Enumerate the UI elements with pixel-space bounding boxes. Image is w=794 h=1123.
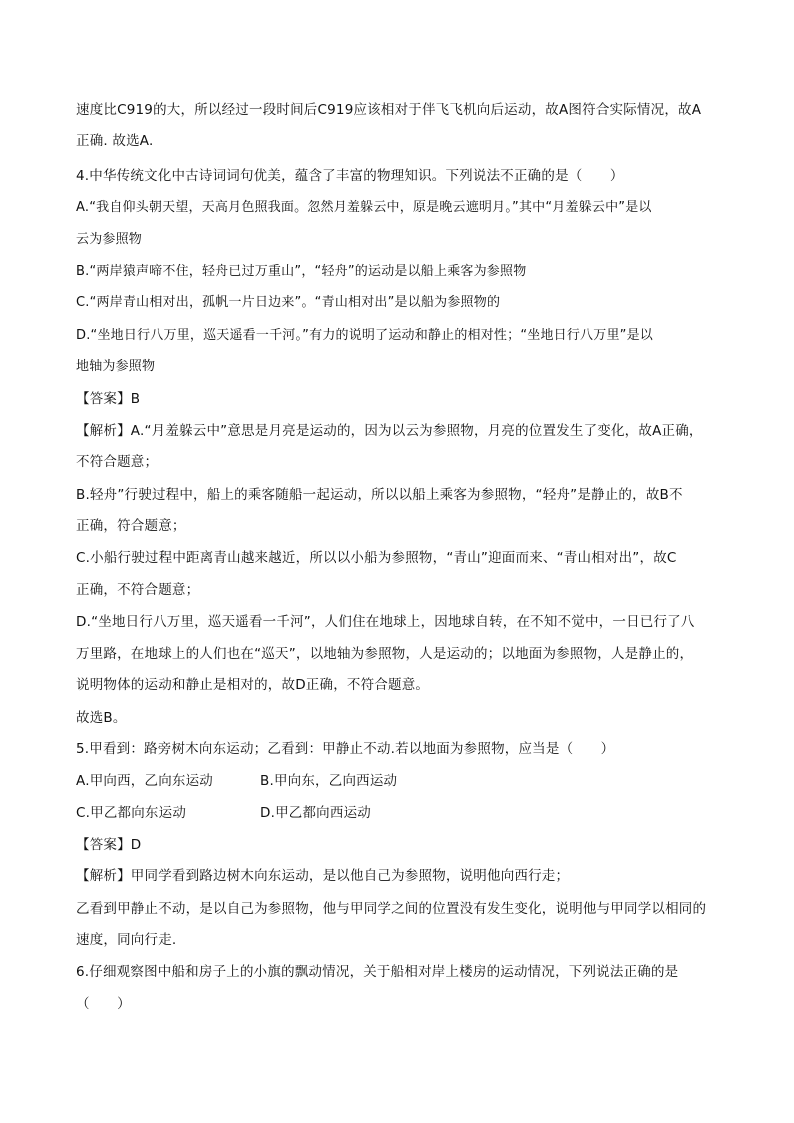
question-4-option-a: A.“我自仰头朝天望，天高月色照我面。忽然月羞躲云中，原是晚云遮明月。”其中“月羞躲云中”是以	[76, 200, 652, 215]
text-line: B.轻舟”行驶过程中，船上的乘客随船一起运动，所以以船上乘客为参照物，“轻舟”是静止的，故B不	[76, 487, 683, 503]
question-4-option-b: B.“两岸猿声啼不住，轻舟已过万重山”，“轻舟”的运动是以船上乘客为参照物	[76, 264, 527, 279]
question-5-option-c: C.甲乙都向东运动	[76, 805, 187, 821]
text-line: 速度，同向行走.	[76, 932, 177, 948]
text-line: C.小船行驶过程中距离青山越来越近，所以以小船为参照物，“青山”迎面而来、“青山相对出”，故C	[76, 550, 677, 566]
text-line: 乙看到甲静止不动，是以自己为参照物，他与甲同学之间的位置没有发生变化，说明他与甲同学以相同的	[76, 901, 707, 917]
text-line: 正确，不符合题意；	[76, 582, 200, 598]
analysis-line: 【解析】甲同学看到路边树木向东运动，是以他自己为参照物，说明他向西行走；	[76, 868, 570, 884]
text-line: 说明物体的运动和静止是相对的，故D正确，不符合题意。	[76, 677, 430, 693]
question-5-option-a: A.甲向西，乙向东运动	[76, 773, 213, 789]
question-4-option-d: D.“坐地日行八万里，巡天遥看一千河。”有力的说明了运动和静止的相对性；“坐地日行八万里”是以	[76, 328, 653, 343]
question-4-option-c: C.“两岸青山相对出，孤帆一片日边来”。“青山相对出”是以船为参照物的	[76, 295, 501, 310]
question-6-stem: 6.仔细观察图中船和房子上的小旗的飘动情况，关于船相对岸上楼房的运动情况，下列说法正确的是	[76, 964, 679, 980]
question-5-option-b: B.甲向东，乙向西运动	[260, 773, 398, 789]
text-line: D.“坐地日行八万里，巡天遥看一千河”，人们住在地球上，因地球自转，在不知不觉中，一日已行了八	[76, 614, 695, 630]
question-6-blank: （ ）	[76, 996, 131, 1012]
question-5-stem: 5.甲看到：路旁树木向东运动；乙看到：甲静止不动.若以地面为参照物，应当是（ ）	[76, 741, 615, 757]
text-line: 万里路，在地球上的人们也在“巡天”，以地轴为参照物，人是运动的；以地面为参照物，人是静止的，	[76, 646, 694, 662]
text-line: 地轴为参照物	[76, 359, 156, 374]
text-line: 云为参照物	[76, 232, 143, 247]
question-5-option-d: D.甲乙都向西运动	[260, 805, 371, 821]
text-line: 正确. 故选A.	[76, 133, 154, 149]
answer-label: 【答案】B	[76, 391, 141, 407]
answer-label: 【答案】D	[76, 837, 142, 853]
question-4-stem: 4.中华传统文化中古诗词词句优美，蕴含了丰富的物理知识。下列说法不正确的是（ ）	[76, 168, 624, 184]
text-line: 故选B。	[76, 710, 127, 726]
text-line: 不符合题意；	[76, 454, 159, 470]
analysis-line: 【解析】A.“月羞躲云中”意思是月亮是运动的，因为以云为参照物，月亮的位置发生了变化，故A正确，	[76, 423, 703, 439]
text-line: 速度比C919的大，所以经过一段时间后C919应该相对于伴飞飞机向后运动，故A图符合实际情况，故A	[76, 102, 702, 118]
text-line: 正确，符合题意；	[76, 518, 186, 534]
